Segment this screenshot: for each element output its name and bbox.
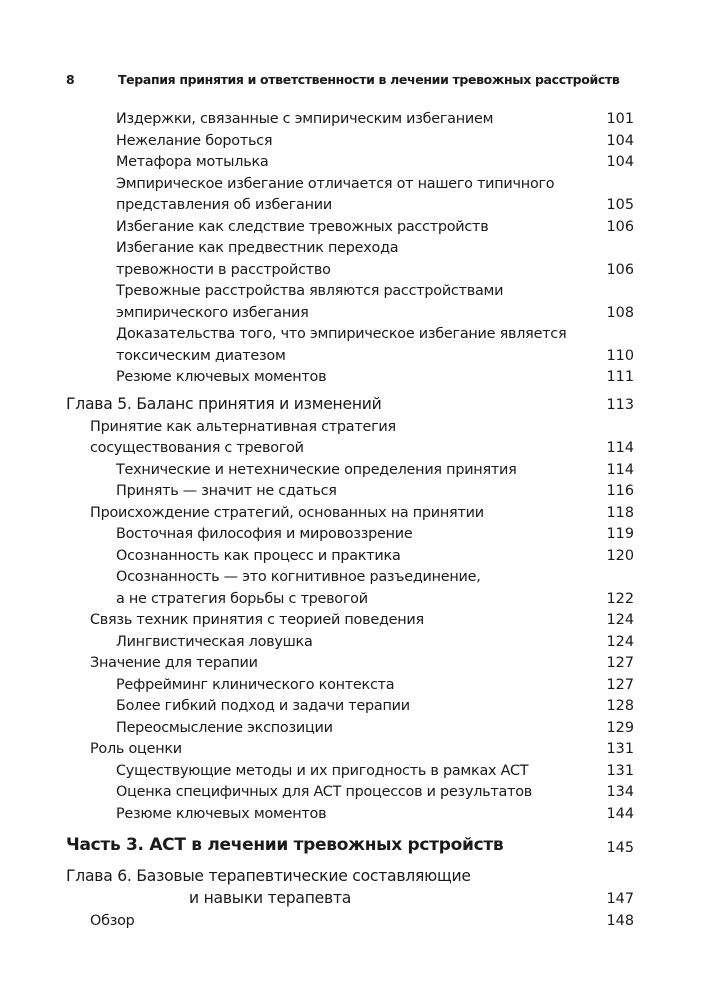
toc-entry-page: 105 bbox=[606, 197, 634, 213]
toc-entry-page: 127 bbox=[606, 676, 634, 693]
running-head bbox=[66, 72, 636, 92]
toc-entry-page: 120 bbox=[606, 547, 634, 564]
toc-entry-title: Роль оценки bbox=[90, 741, 182, 757]
toc-entry-page: 119 bbox=[606, 526, 634, 542]
toc-entry-page: 131 bbox=[606, 741, 634, 757]
toc-entry-title: Переосмысление экспозиции bbox=[116, 719, 333, 736]
toc-entry-page: 104 bbox=[606, 132, 634, 149]
toc-entry-title: Метафора мотылька bbox=[116, 154, 269, 170]
toc-entry-title: Связь техник принятия с теорией поведения bbox=[90, 612, 424, 628]
toc-entry-title: Доказательства того, что эмпирическое избегание является токсическим диатезом bbox=[116, 326, 567, 364]
toc-entry-page: 145 bbox=[606, 840, 634, 856]
toc-entry-page: 128 bbox=[606, 698, 634, 714]
toc-entry-page: 124 bbox=[606, 633, 634, 650]
toc-entry-title: Осознанность — это когнитивное разъединение, а не стратегия борьбы с тревогой bbox=[116, 569, 481, 607]
toc-entry-title: Происхождение стратегий, основанных на принятии bbox=[90, 504, 484, 521]
toc-entry-page: 144 bbox=[606, 805, 634, 822]
toc-entry-page: 116 bbox=[606, 483, 634, 499]
toc-entry-page: 110 bbox=[606, 347, 634, 364]
toc-entry-title: Рефрейминг клинического контекста bbox=[116, 676, 395, 693]
toc-entry-title: Принять — значит не сдаться bbox=[116, 483, 337, 499]
toc-entry-title: Издержки, связанные с эмпирическим избеганием bbox=[116, 111, 494, 127]
toc-entry-page: 148 bbox=[606, 913, 634, 929]
toc-entry-page: 106 bbox=[606, 218, 634, 235]
toc-entry-title: Часть 3. ACT в лечении тревожных рстройств bbox=[66, 835, 504, 855]
toc-entry-page: 106 bbox=[606, 261, 634, 278]
toc-entry-title: Нежелание бороться bbox=[116, 132, 273, 149]
toc-entry-page: 131 bbox=[606, 762, 634, 779]
toc-entry-title: Осознанность как процесс и практика bbox=[116, 547, 401, 564]
toc-entry-page: 113 bbox=[606, 397, 634, 413]
toc-entry-title: Тревожные расстройства являются расстройствами эмпирического избегания bbox=[116, 283, 504, 321]
toc-entry-title: Эмпирическое избегание отличается от нашего типичного представления об избегании bbox=[116, 175, 555, 213]
toc-entry-title: Глава 6. Базовые терапевтические составляющие и навыки терапевта bbox=[66, 867, 471, 907]
toc-entry-title: Принятие как альтернативная стратегия сосуществования с тревогой bbox=[90, 418, 396, 456]
toc-entry-page: 147 bbox=[606, 891, 634, 907]
toc-entry-title: Резюме ключевых моментов bbox=[116, 805, 327, 822]
toc-entry-title: Значение для терапии bbox=[90, 655, 258, 671]
toc-entry-page: 118 bbox=[606, 504, 634, 521]
page-number: 8 bbox=[66, 72, 75, 87]
toc-entry-page: 104 bbox=[606, 154, 634, 170]
toc-entry-page: 114 bbox=[606, 461, 634, 478]
toc-entry-page: 134 bbox=[606, 784, 634, 800]
toc-entry-page: 101 bbox=[606, 111, 634, 127]
toc-entry-page: 127 bbox=[606, 655, 634, 671]
toc-entry-title: Обзор bbox=[90, 913, 135, 929]
toc-entry-title: Избегание как предвестник перехода тревожности в расстройство bbox=[116, 240, 399, 278]
toc-entry-title: Более гибкий подход и задачи терапии bbox=[116, 698, 410, 714]
toc-entry-title: Технические и нетехнические определения принятия bbox=[116, 461, 517, 478]
running-head-title: Терапия принятия и ответственности в лечении тревожных расстройств bbox=[118, 72, 620, 87]
toc-entry-title: Существующие методы и их пригодность в рамках ACT bbox=[116, 762, 529, 779]
toc-entry-title: Избегание как следствие тревожных расстройств bbox=[116, 218, 489, 235]
toc-entry-page: 122 bbox=[606, 590, 634, 607]
toc-entry-title: Лингвистическая ловушка bbox=[116, 633, 313, 650]
toc-entry-page: 108 bbox=[606, 304, 634, 321]
toc-entry-page: 111 bbox=[606, 369, 634, 385]
toc-entry-title: Восточная философия и мировоззрение bbox=[116, 526, 413, 542]
toc-entry-page: 124 bbox=[606, 612, 634, 628]
toc-entry-title: Резюме ключевых моментов bbox=[116, 369, 327, 385]
toc-entry-title: Глава 5. Баланс принятия и изменений bbox=[66, 395, 382, 413]
toc-entry-title: Оценка специфичных для ACT процессов и результатов bbox=[116, 784, 533, 800]
toc-entry-page: 129 bbox=[606, 719, 634, 736]
toc-entry-page: 114 bbox=[606, 440, 634, 456]
